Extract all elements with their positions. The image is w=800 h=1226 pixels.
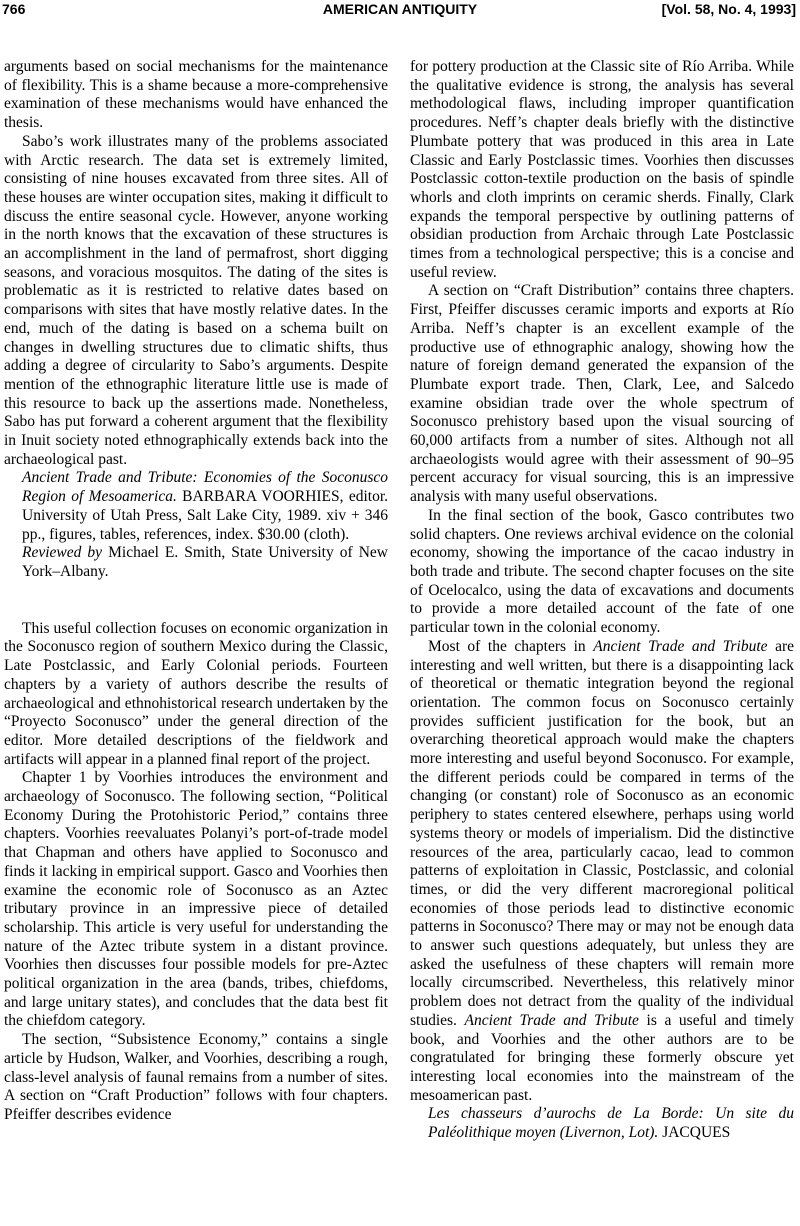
- reviewed-by-label: Reviewed by: [22, 544, 103, 562]
- next-book-title: Les chasseurs d’aurochs de La Borde: Un site du Paléolithique moyen (Livernon, Lot).: [428, 1105, 794, 1142]
- book-title-ref: Ancient Trade and Tribute: [464, 1011, 639, 1029]
- reviewer-line: [4, 544, 388, 581]
- paragraph: Sabo’s work illustrates many of the problems associated with Arctic research. The data set is extremely limited, consisting of nine houses excavated from three sites. All of these houses are winter occupation sites, making it difficult to discuss the entire seasonal cycle. However, anyone working in the north knows that the excavation of these structures is an accomplishment in the land of permafrost, short digging seasons, and voracious mosquitos. The dating of the sites is problematic as it is restricted to relative dates based on comparisons with sites that have mostly relative dates. In the end, much of the dating is based on a schema built on changes in dwelling structures due to climatic shifts, thus adding a degree of circularity to Sabo’s arguments. Despite mention of the ethnographic literature little use is made of this resource to back up the assertions made. Nonetheless, Sabo has put forward a coherent argument that the flexibility in Inuit society noted ethnographically extends back into the archaeological past.: [4, 132, 388, 468]
- next-book-citation: [410, 1105, 794, 1142]
- paragraph: Most of the chapters in Ancient Trade and Tribute are interesting and well written, but there is a disappointing lack of theoretical or thematic integration beyond the regional orientation. The common focus on Soconusco certainly provides sufficient justification for the book, but an overarching theoretical approach would make the chapters more interesting and useful beyond Soconusco. For example, the different periods could be compared in terms of the changing (or constant) role of Soconusco as an economic periphery to states centered elsewhere, perhaps using world systems theory or models of imperialism. Did the distinctive resources of the area, particularly cacao, lead to common patterns of exploitation in Classic, Postclassic, and colonial times, or did the very different macroregional political economies of those periods lead to distinctive economic patterns in Soconusco? There may or may not be enough data to answer such questions adequately, but unless they are asked the usefulness of these chapters will remain more locally circumscribed. Nevertheless, this relatively minor problem does not detract from the quality of the individual studies. Ancient Trade and Tribute is a useful and timely book, and Voorhies and the other authors are to be congratulated for bringing these formerly obscure yet interesting local economies into the mainstream of the mesoamerican past.: [410, 637, 795, 1104]
- book-details: BARBARA VOORHIES, editor. University of Utah Press, Salt Lake City, 1989. xiv + 346 pp., figures, tables, references, index. $30.00 (cloth).: [22, 488, 389, 543]
- volume-info: [Vol. 58, No. 4, 1993]: [661, 1, 796, 17]
- next-book-author: JACQUES: [658, 1124, 731, 1142]
- paragraph: A section on “Craft Distribution” contains three chapters. First, Pfeiffer discusses ceramic imports and exports at Río Arriba. Neff’s chapter is an excellent example of the productive use of ethnographic analogy, showing how the nature of foreign demand generated the expansion of the Plumbate export trade. Then, Clark, Lee, and Salcedo examine obsidian trade over the whole spectrum of Soconusco prehistory based upon the visual sourcing of 60,000 artifacts from a number of sites. Although not all archaeologists would agree with their assessment of 90–95 percent accuracy for visual sourcing, this is an impressive analysis with many useful observations.: [410, 282, 794, 506]
- paragraph: The section, “Subsistence Economy,” contains a single article by Hudson, Walker, and Voorhies, describing a rough, class-level analysis of faunal remains from a number of sites. A section on “Craft Production” follows with four chapters. Pfeiffer describes evidence: [4, 1031, 388, 1123]
- paragraph: arguments based on social mechanisms for the maintenance of flexibility. This is a shame because a more-comprehensive examination of these mechanisms would have enhanced the thesis.: [4, 58, 388, 132]
- paragraph: This useful collection focuses on economic organization in the Soconusco region of southern Mexico during the Classic, Late Postclassic, and Early Colonial periods. Fourteen chapters by a variety of authors describe the results of archaeological and ethnohistorical research undertaken by the “Proyecto Soconusco” under the general direction of the editor. More detailed descriptions of the fieldwork and artifacts will appear in a planned final report of the project.: [4, 619, 388, 768]
- paragraph: for pottery production at the Classic site of Río Arriba. While the qualitative evidence is strong, the analysis has several methodological flaws, including improper quantification procedures. Neff’s chapter deals briefly with the distinctive Plumbate pottery that was produced in this area in Late Classic and Early Postclassic times. Voorhies then discusses Postclassic cotton-textile production on the basis of spindle whorls and cloth imprints on ceramic sherds. Finally, Clark expands the temporal perspective by outlining patterns of obsidian production from Archaic through Late Postclassic times from a technological perspective; this is a concise and useful review.: [410, 58, 794, 281]
- paragraph: In the final section of the book, Gasco contributes two solid chapters. One reviews archival evidence on the colonial economy, showing the importance of the cacao industry in both trade and tribute. The second chapter focuses on the site of Ocelocalco, using the data of excavations and documents to provide a more detailed account of the fate of one particular town in the colonial economy.: [410, 506, 794, 637]
- page-number: 766: [2, 1, 26, 17]
- right-column: [410, 58, 794, 1143]
- page-header: [0, 0, 800, 22]
- left-column: [4, 58, 388, 1125]
- book-title-ref: Ancient Trade and Tribute: [593, 637, 768, 655]
- journal-title: AMERICAN ANTIQUITY: [322, 1, 478, 17]
- paragraph: Chapter 1 by Voorhies introduces the environment and archaeology of Soconusco. The following section, “Political Economy During the Protohistoric Period,” contains three chapters. Voorhies reevaluates Polanyi’s port-of-trade model that Chapman and others have applied to Soconusco and finds it lacking in empirical support. Gasco and Voorhies then examine the economic role of Soconusco as an Aztec tributary province in an impressive piece of detailed scholarship. This article is very useful for understanding the nature of the Aztec tribute system in a distant province. Voorhies then discusses four possible models for pre-Aztec political organization in the area (bands, tribes, chiefdoms, and large unitary states), and concludes that the data best fit the chiefdom category.: [4, 769, 388, 1030]
- reviewer-name: Michael E. Smith, State University of New York–Albany.: [22, 544, 388, 580]
- book-citation: [4, 469, 388, 544]
- book-title: Ancient Trade and Tribute: Economies of the Soconusco Region of Mesoamerica.: [22, 469, 388, 506]
